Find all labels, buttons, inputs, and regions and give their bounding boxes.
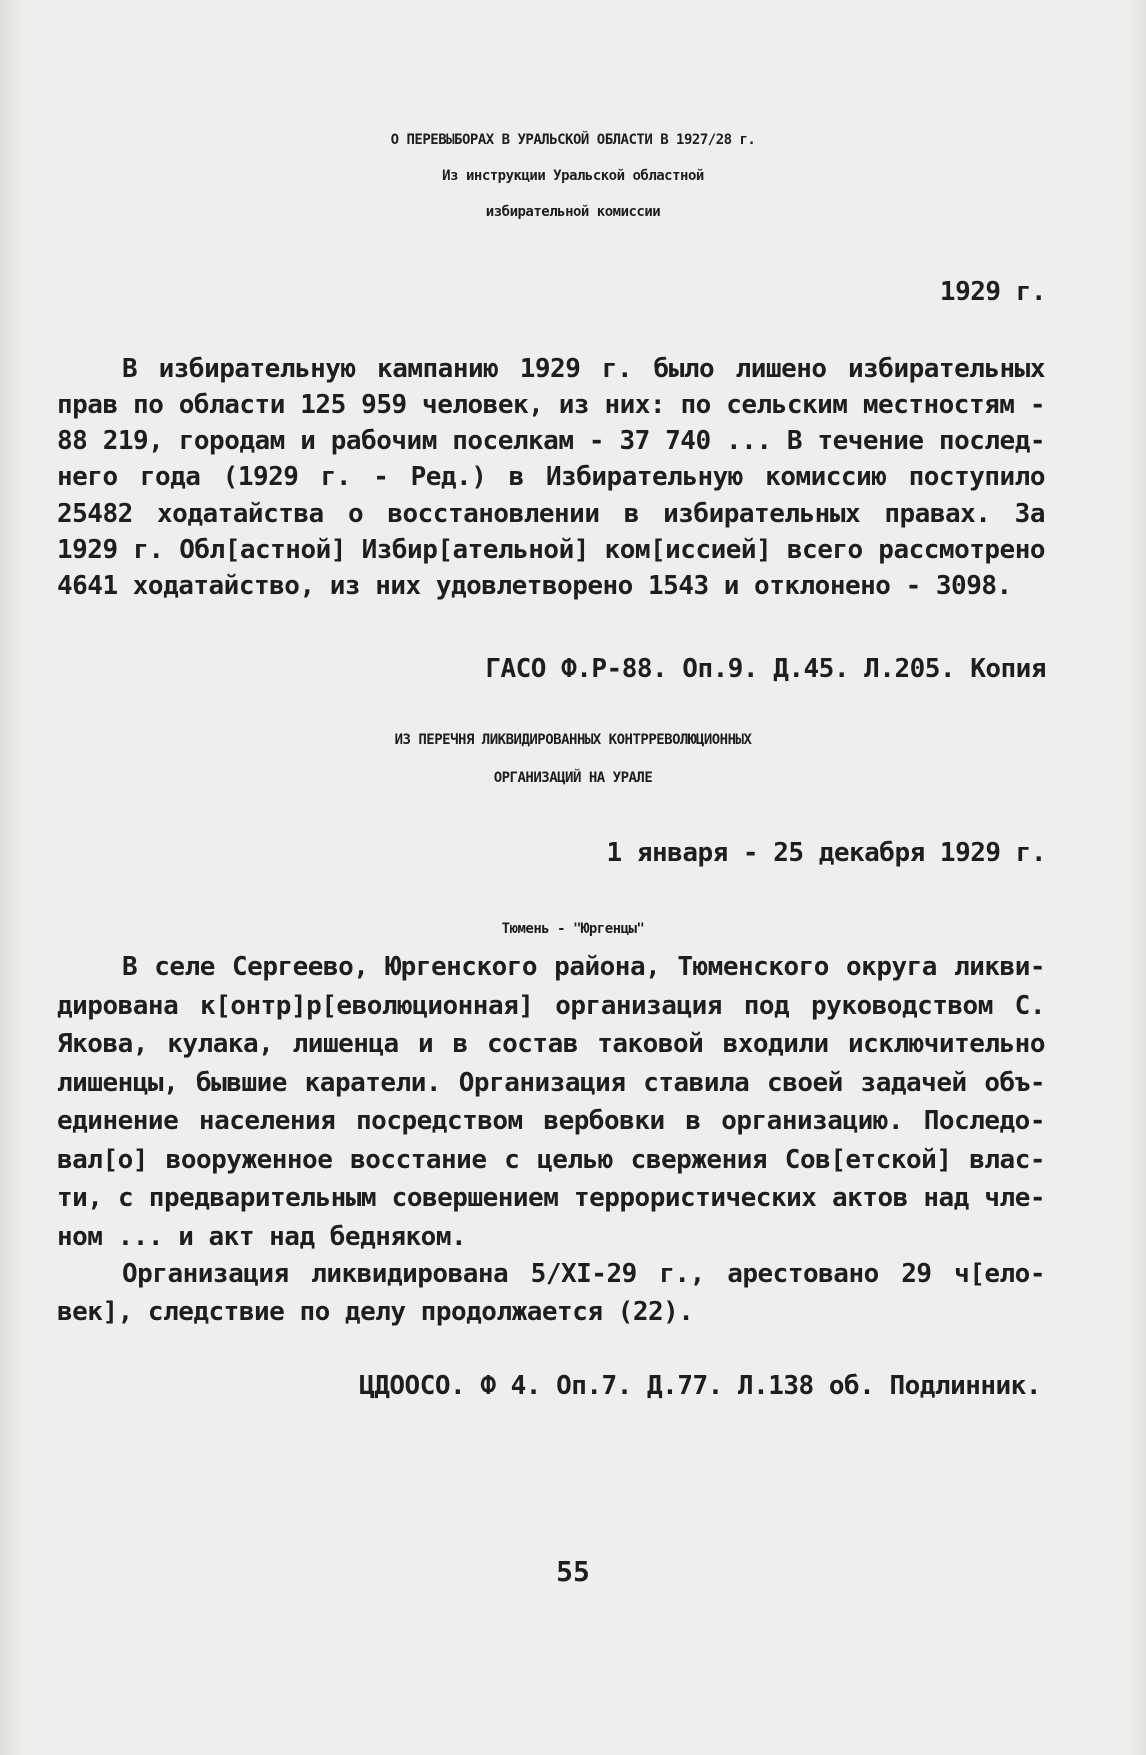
section1-body-line: него года (1929 г. - Ред.) в Избирательную комиссию поступило: [57, 462, 1045, 492]
section1-body-line: 1929 г. Обл[астной] Избир[ательной] ком[иссией] всего рассмотрено: [57, 535, 1045, 565]
section2-title-line: ОРГАНИЗАЦИЙ НА УРАЛЕ: [493, 770, 653, 786]
scan-shadow-right: [1128, 0, 1146, 1755]
section1-date: 1929 г.: [939, 277, 1046, 307]
section1-body-line: 4641 ходатайство, из них удовлетворено 1543 и отклонено - 3098.: [57, 571, 1012, 601]
section2-title-line: ИЗ ПЕРЕЧНЯ ЛИКВИДИРОВАННЫХ КОНТРРЕВОЛЮЦИОННЫХ: [394, 732, 752, 748]
section1-source: ГАСО Ф.Р-88. Оп.9. Д.45. Л.205. Копия: [485, 654, 1046, 684]
section2-body-line: лишенцы, бывшие каратели. Организация ставила своей задачей объ-: [57, 1068, 1045, 1098]
section2-body-line: единение населения посредством вербовки в организацию. Последо-: [57, 1106, 1045, 1136]
section1-title-line: О ПЕРЕВЫБОРАХ В УРАЛЬСКОЙ ОБЛАСТИ В 1927/28 г.: [390, 132, 756, 148]
section1-body-line: 88 219, городам и рабочим поселкам - 37 740 ... В течение послед-: [57, 426, 1045, 456]
section2-subtitle: Тюмень - "Юргенцы": [501, 921, 645, 937]
section2-body-line: дирована к[онтр]р[еволюционная] организация под руководством С.: [57, 991, 1045, 1021]
section2-body-line: вал[о] вооруженное восстание с целью свержения Сов[етской] влас-: [57, 1145, 1045, 1175]
section2-body-line: ном ... и акт над бедняком.: [57, 1222, 467, 1252]
section1-title-line: избирательной комиссии: [485, 204, 661, 220]
section2-body-line: Организация ликвидирована 5/XI-29 г., арестовано 29 ч[ело-: [122, 1259, 1045, 1289]
section2-body-line: Якова, кулака, лишенца и в состав таковой входили исключительно: [57, 1029, 1045, 1059]
section1-body-line: 25482 ходатайства о восстановлении в избирательных правах. За: [57, 499, 1045, 529]
section2-body-line: век], следствие по делу продолжается (22).: [57, 1297, 694, 1327]
section2-body-line: ти, с предварительным совершением террористических актов над чле-: [57, 1183, 1045, 1213]
section2-date: 1 января - 25 декабря 1929 г.: [606, 838, 1046, 868]
page-number: 55: [556, 1555, 590, 1588]
section2-source: ЦДООСО. Ф 4. Оп.7. Д.77. Л.138 об. Подлинник.: [359, 1371, 1041, 1401]
section1-body-line: прав по области 125 959 человек, из них: по сельским местностям -: [57, 390, 1045, 420]
section1-body-line: В избирательную кампанию 1929 г. было лишено избирательных: [122, 354, 1045, 384]
scan-shadow-left: [0, 0, 22, 1755]
section1-title-line: Из инструкции Уральской областной: [442, 168, 704, 184]
section2-body-line: В селе Сергеево, Юргенского района, Тюменского округа ликви-: [122, 952, 1045, 982]
